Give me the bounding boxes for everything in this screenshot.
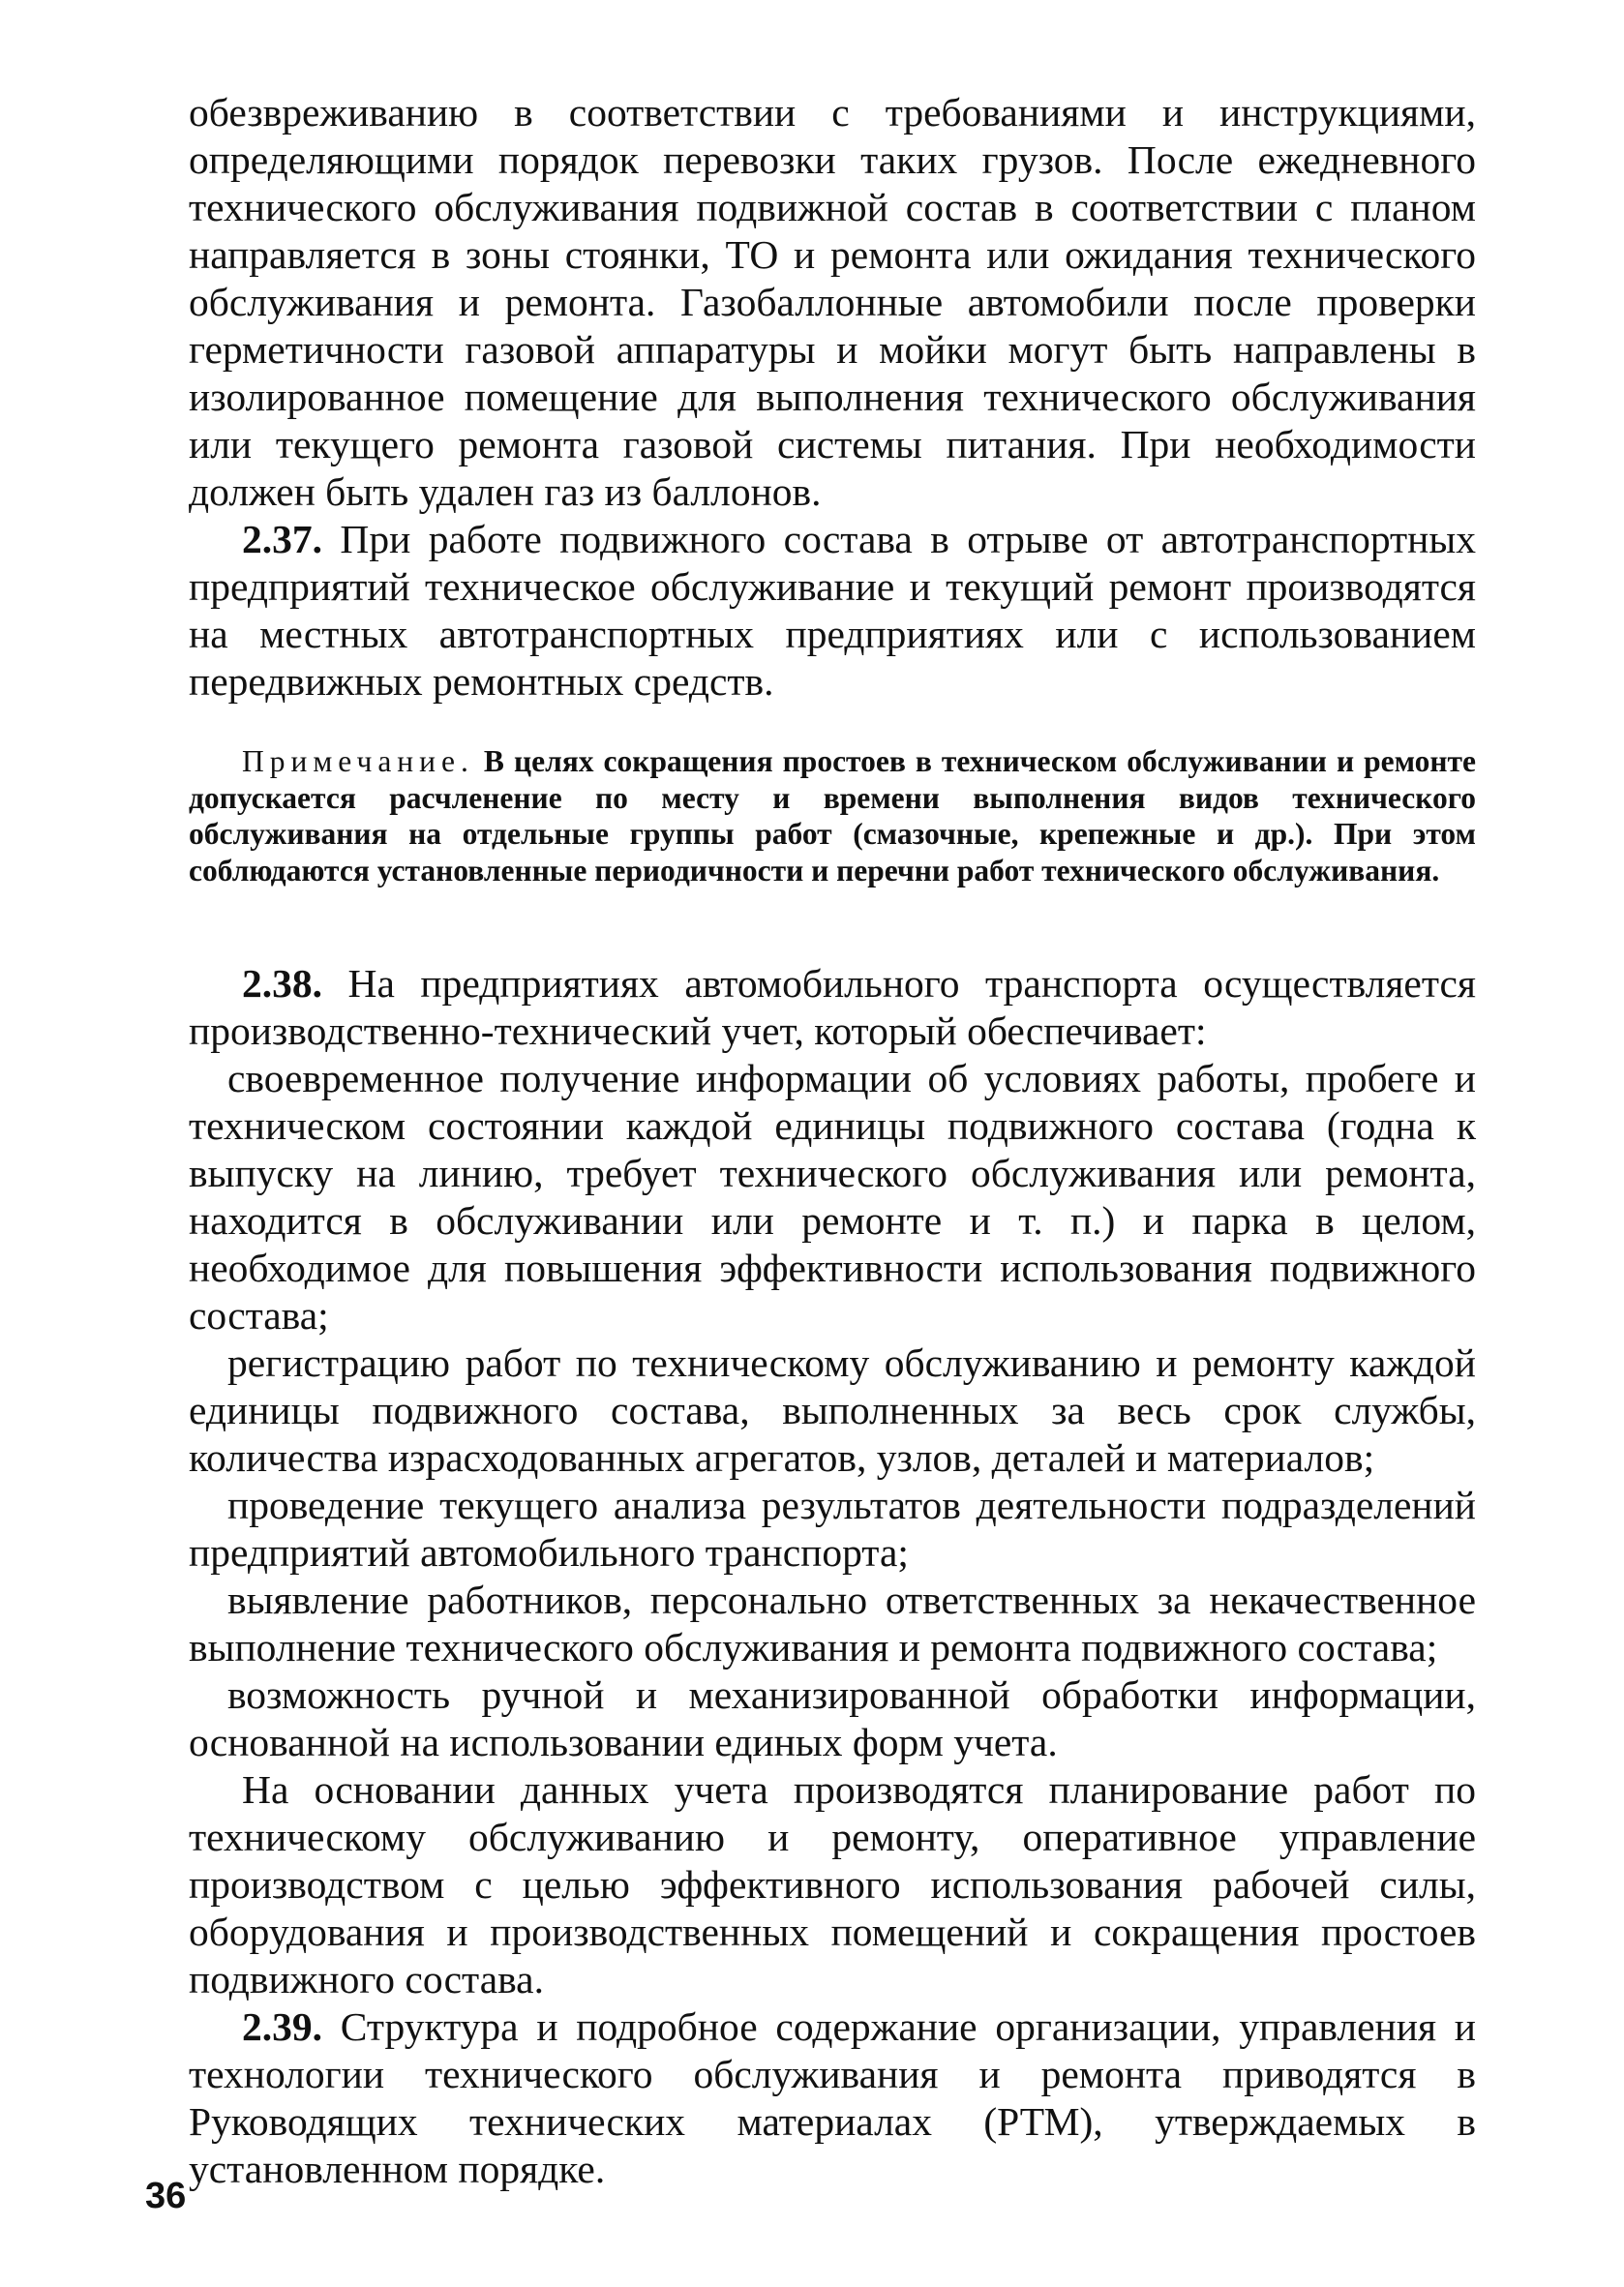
continued-paragraph: обезвреживанию в соответствии с требованиями и инструкциями, определяющими порядок перевозки таких грузов. После ежедневного технического обслуживания подвижной состав в соответствии с планом направляется в зоны стоянки, ТО и ремонта или ожидания технического обслуживания и ремонта. Газобаллонные автомобили после проверки герметичности газовой аппаратуры и мойки могут быть направлены в изолированное помещение для выполнения технического обслуживания или текущего ремонта газовой системы питания. При необходимости должен быть удален газ из баллонов. [189,90,1476,514]
list-item: регистрацию работ по техническому обслуживанию и ремонту каждой единицы подвижного состава, выполненных за весь срок службы, количества израсходованных агрегатов, узлов, деталей и материалов; [189,1340,1476,1480]
paragraph-number: 2.37. [242,517,322,561]
paragraph-text: При работе подвижного состава в отрыве от автотранспортных предприятий техническое обслуживание и текущий ремонт производятся на местных автотранспортных предприятиях или с использованием передвижных ремонтных средств. [189,517,1477,704]
paragraph-2-39 [189,2003,1476,2193]
lower-text-block [189,960,1476,2193]
paragraph-2-38 [189,960,1476,1055]
paragraph-number: 2.39. [242,2004,322,2049]
note-text: В целях сокращения простоев в техническом обслуживании и ремонте допускается расчленение по месту и времени выполнения видов технического обслуживания на отдельные группы работ (смазочные, крепежные и др.). При этом соблюдаются установленные периодичности и перечни работ технического обслуживания. [189,744,1476,888]
list-item: проведение текущего анализа результатов деятельности подразделений предприятий автомобильного транспорта; [189,1483,1476,1575]
list-item: возможность ручной и механизированной обработки информации, основанной на использовании единых форм учета. [189,1672,1476,1764]
note-block [189,743,1476,888]
closing-paragraph: На основании данных учета производятся планирование работ по техническому обслуживанию и ремонту, оперативное управление производством с целью эффективного использования рабочей силы, оборудования и производственных помещений и сокращения простоев подвижного состава. [189,1767,1476,2001]
paragraph-2-37 [189,516,1476,706]
list-item: своевременное получение информации об условиях работы, пробеге и техническом состоянии каждой единицы подвижного состава (годна к выпуску на линию, требует технического обслуживания или ремонта, находится в обслуживании или ремонте и т. п.) и парка в целом, необходимое для повышения эффективности использования подвижного состава; [189,1056,1476,1338]
paragraph-number: 2.38. [242,961,322,1006]
note-label: Примечание. [242,744,474,778]
upper-text-block [189,89,1476,706]
paragraph-text: Структура и подробное содержание организации, управления и технологии технического обслуживания и ремонта приводятся в Руководящих технических материалах (РТМ), утверждаемых в установленном порядке. [189,2004,1477,2191]
page-number: 36 [145,2176,187,2216]
list-item: выявление работников, персонально ответственных за некачественное выполнение технического обслуживания и ремонта подвижного состава; [189,1578,1476,1670]
paragraph-text: На предприятиях автомобильного транспорта осуществляется производственно-технический учет, который обеспечивает: [189,961,1476,1053]
